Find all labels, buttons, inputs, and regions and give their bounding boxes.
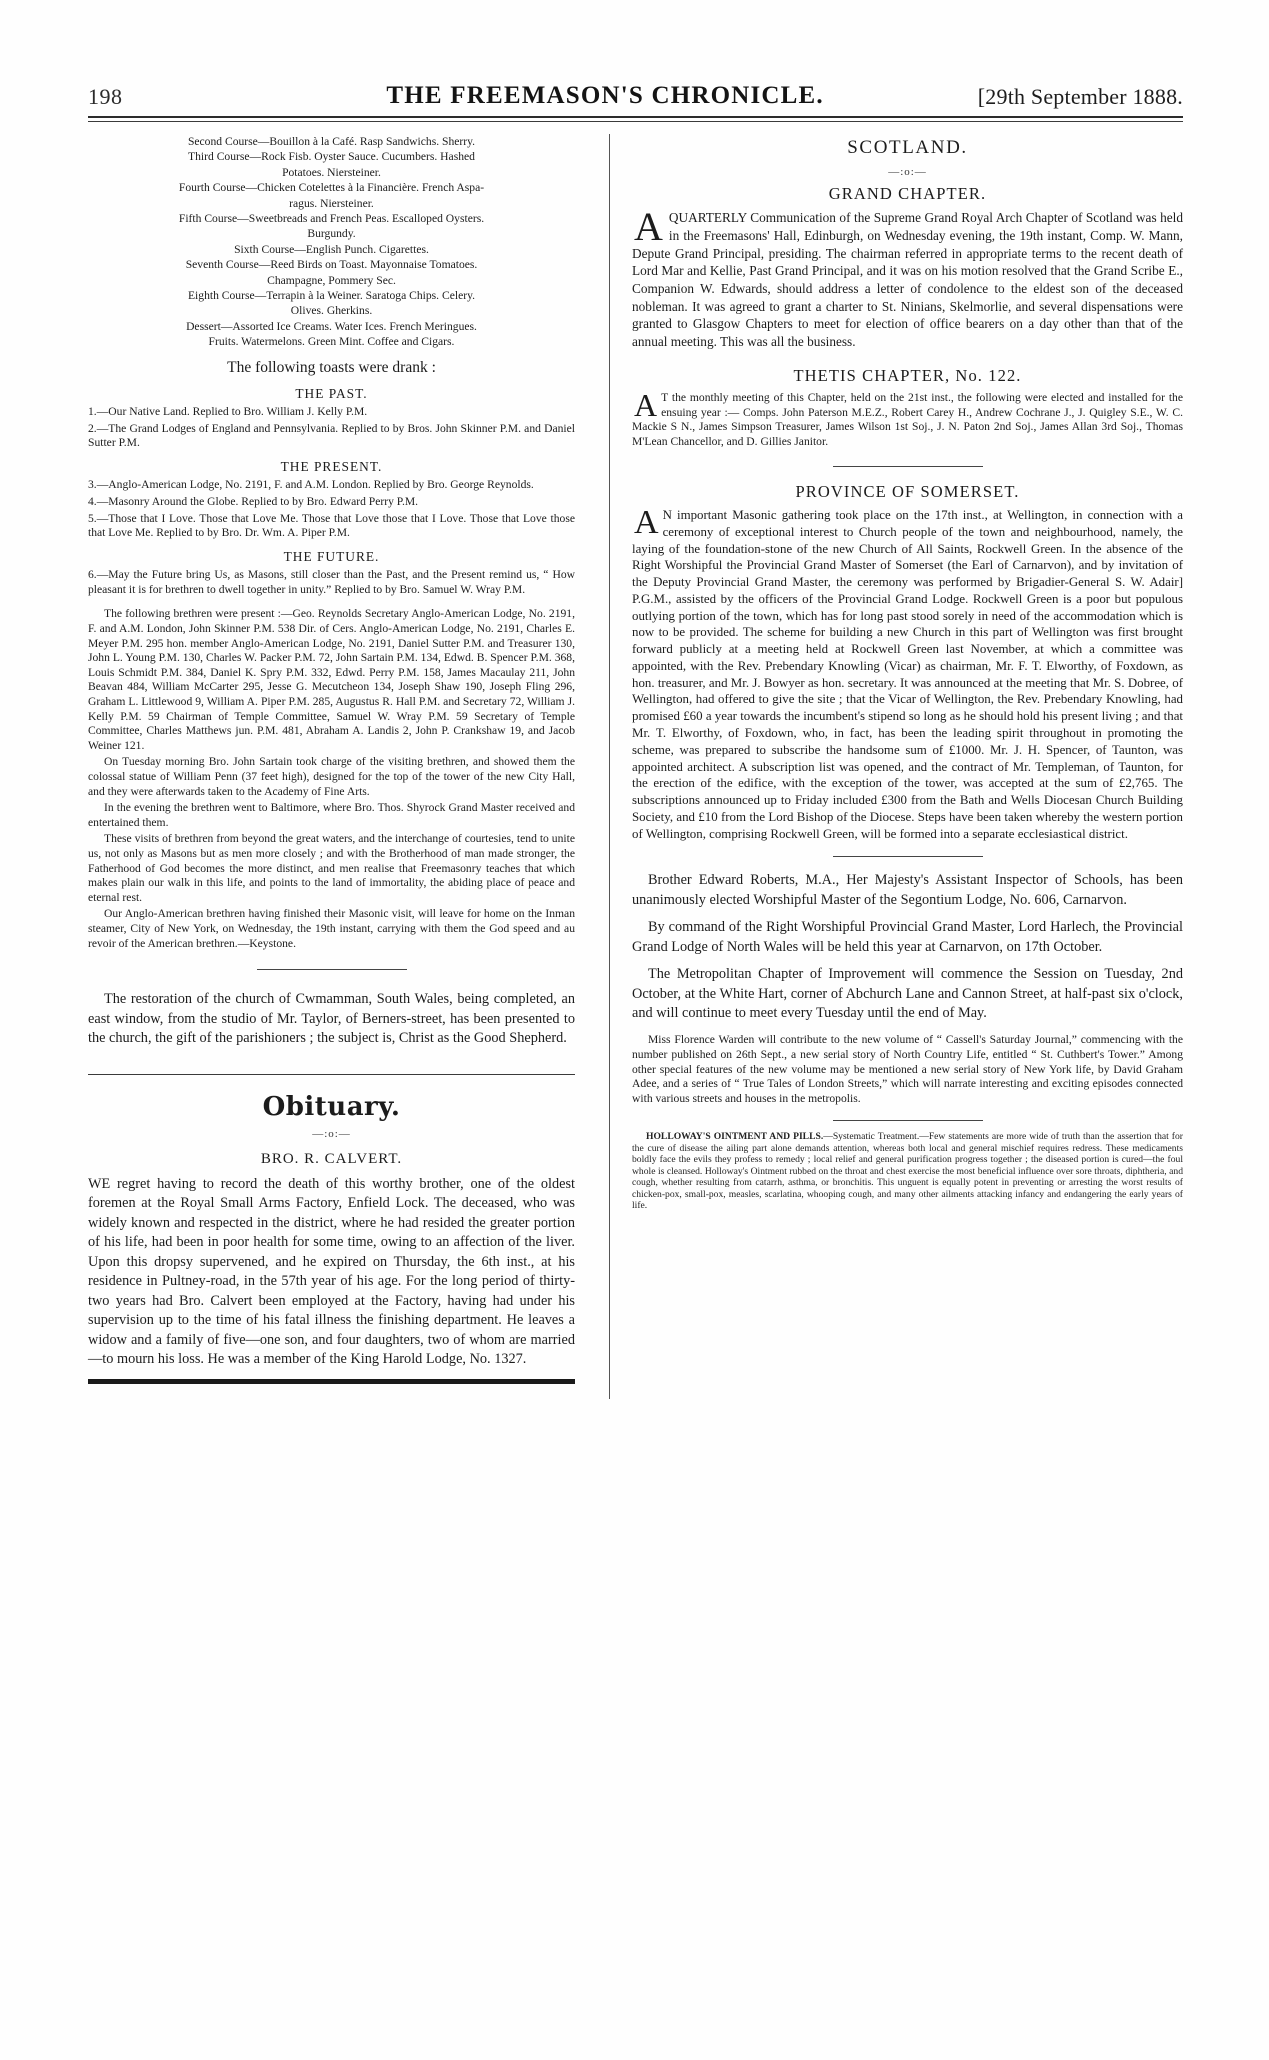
publication-title: THE FREEMASON'S CHRONICLE. [386,82,824,109]
advert-rule [833,1120,983,1121]
brethren-present-paragraph: The following brethren were present :—Geo. Reynolds Secretary Anglo-American Lodge, No. 2191, F. and A.M. London, John Skinner P.M. 538 Dir. of Cers. Anglo-American Lodge, No. 2191, Charles E. Meyer P.M. 295 hon. member Anglo-American Lodge, No. 2191, Daniel Sutter P.M. and Treasurer 130, John L. Young P.M. 130, Charles W. Packer P.M. 72, John Sartain P.M. 134, Edwd. B. Spencer P.M. 368, Louis Schmidt P.M. 384, Daniel K. Spry P.M. 332, Edwd. Perry P.M. 158, James Macaulay 211, John Beavan 484, William McCarter 295, Jesse G. Mecutcheon 134, Joseph Shaw 190, Joseph Fling 296, Graham L. Littlewood 9, William A. Piper P.M. 285, Augustus R. Hall P.M. and Secretary 72, William J. Kelly P.M. 59 Chairman of Temple Committee, Samuel W. Wray P.M. 59 Secretary of Temple Committee, Charles Matthews jun. P.M. 481, Abraham A. Landis 2, John P. Crankshaw 19, and Jacob Weiner 121. [88,607,575,752]
masthead [88,70,1183,110]
advert-product-name: HOLLOWAY'S OINTMENT AND PILLS. [646,1131,824,1143]
toast-heading-future: THE FUTURE. [283,548,380,564]
menu-line: Fifth Course—Sweetbreads and French Peas. Escalloped Oysters. [178,212,485,226]
lord-harlech-paragraph: By command of the Right Worshipful Provincial Grand Master, Lord Harlech, the Provincial Grand Lodge of North Wales will be held this year at Carnarvon, on 17th October. [632,919,1183,955]
keystone-paragraph: Our Anglo-American brethren having finished their Masonic visit, will leave for home on the Inman steamer, City of New York, on Wednesday, the 19th instant, carrying with them the God speed and au revoir of the American brethren.—Keystone. [88,907,575,950]
menu-line: Fourth Course—Chicken Cotelettes à la Financière. French Aspa- [178,181,485,195]
menu-line: Potatoes. Niersteiner. [282,165,381,179]
menu-line: Dessert—Assorted Ice Creams. Water Ices. French Meringues. [186,319,477,333]
edward-roberts-paragraph: Brother Edward Roberts, M.A., Her Majesty's Assistant Inspector of Schools, has been unanimously elected Worshipful Master of the Segontium Lodge, No. 606, Carnarvon. [632,872,1183,908]
right-column [632,134,1183,1212]
menu-line: Third Course—Rock Fisb. Oyster Sauce. Cucumbers. Hashed [188,150,475,164]
toast-heading-past: THE PAST. [295,385,368,401]
tuesday-morning-paragraph: On Tuesday morning Bro. John Sartain took charge of the visiting brethren, and showed them the colossal statue of William Penn (37 feet high), designed for the top of the tower of the new City Hall, and they were afterwards taken to the Academy of Fine Arts. [88,755,575,798]
masthead-rule-top [88,116,1183,118]
church-restoration-paragraph: The restoration of the church of Cwmamman, South Wales, being completed, an east window, from the studio of Mr. Taylor, of Berners-street, has been presented to the church, the gift of the parishioners ; the subject is, Christ as the Good Shepherd. [88,991,575,1046]
obituary-body: WE regret having to record the death of this worthy brother, one of the oldest foremen at the Royal Small Arms Factory, Enfield Lock. The deceased, who was widely known and respected in the district, where he had resided the greater portion of his life, had been in poor health for some time, owing to an affection of the liver. Upon this dropsy supervened, and he expired on Thursday, the 6th inst., at his residence in Pultney-road, in the 57th year of his age. For the long period of thirty-two years had Bro. Calvert been employed at the Factory, having had under his supervision up to the time of his fatal illness the finishing department. He leaves a widow and a family of five—one son, and four daughters, two of whom are married—to mourn his loss. He was a member of the King Harold Lodge, No. 1327. [88,1176,575,1367]
menu-line: ragus. Niersteiner. [289,196,374,210]
menu-line: Eighth Course—Terrapin à la Weiner. Saratoga Chips. Celery. [187,289,476,303]
banquet-menu [88,134,575,350]
drop-cap-letter: A [634,387,658,424]
toast-item: 4.—Masonry Around the Globe. Replied to by Bro. Edward Perry P.M. [88,495,419,509]
thetis-chapter-article [632,387,1183,449]
obituary-subject-name: BRO. R. CALVERT. [260,1150,403,1167]
toast-heading-present: THE PRESENT. [280,459,383,475]
section-rule [257,969,407,970]
toast-item: 2.—The Grand Lodges of England and Pennsylvania. Replied to by Bros. John Skinner P.M. and Daniel Sutter P.M. [88,421,575,450]
obituary-divider-rule [88,1074,575,1075]
article-heading-grand-chapter: GRAND CHAPTER. [828,183,987,203]
grand-chapter-article [632,204,1183,350]
article-heading-province-somerset: PROVINCE OF SOMERSET. [795,481,1020,501]
obituary-heading: Obituary. [262,1092,401,1123]
toast-item: 5.—Those that I Love. Those that Love Me. Those that Love those that I Love. Those that Love those that Love Me. Replied to by Bro. Dr. Wm. A. Piper P.M. [88,511,575,540]
somerset-body: N important Masonic gathering took place on the 17th inst., at Wellington, in connection with a ceremony of exceptional interest to Church people of the town and neighbourhood, namely, the laying of the foundation-stone of the new Church of All Saints, Rockwell Green. In the absence of the Right Worshipful the Provincial Grand Master of Somerset (the Earl of Carnarvon), and by invitation of the Deputy Provincial Grand Master, the ceremony was performed by Brigadier-General S. W. Adair] P.G.M., assisted by the officers of the Provincial Grand Lodge. Rockwell Green is a poor but populous outlying portion of the town, which has for long past stood sorely in need of the accommodation which is now to be provided. The scheme for building a new Church in this part of Wellington was first brought forward publicly at a meeting held at Rockwell Green last November, at which a committee was appointed, with the Rev. Prebendary Knowling (Vicar) as chairman, Mr. F. T. Elworthy, of Foxdown, as hon. treasurer, and Mr. J. Bowyer as hon. secretary. It was announced at the meeting that Mr. S. Dobree, of Wellington, had offered to give the site ; that the Vicar of Wellington, the Rev. Prebendary Knowling, had promised £60 a year towards the incumbent's stipend so long as he should hold his present living ; and that Mr. T. Elworthy, of Foxdown, who, in fact, has been the leading spirit throughout in promoting the scheme, was prepared to subscribe the handsome sum of £1000. Mr. J. H. Spencer, of Taunton, was appointed architect. A subscription list was opened, and the contract of Mr. Templeman, of Taunton, for the erection of the edifice, with the exception of the tower, was accepted at the sum of £2,765. The subscriptions announced up to Friday included £300 from the Bath and Wells Diocesan Church Building Society, and £10 from the Lord Bishop of the Diocese. Steps have been taken whereby the western portion of Wellington, comprising Rockwell Green, will be formed into a separate ecclesiastical district. [632,508,1183,841]
issue-date: [29th September 1888. [977,84,1183,109]
somerset-article [632,504,1183,842]
menu-line: Burgundy. [307,227,356,241]
menu-line: Champagne, Pommery Sec. [267,273,396,287]
menu-line: Fruits. Watermelons. Green Mint. Coffee and Cigars. [208,335,455,349]
section-rule [833,466,983,467]
obituary-ornament-rule: —:o:— [312,1128,351,1141]
scotland-ornament-rule: —:o:— [888,165,927,178]
drop-cap-letter: A [634,204,663,250]
florence-warden-paragraph: Miss Florence Warden will contribute to the new volume of “ Cassell's Saturday Journal,” commencing with the number published on 26th Sept., a new serial story of North Country Life, entitled “ St. Cuthbert's Tower.” Among other special features of the new volume may be mentioned a new serial story of New York life, by David Graham Adee, and a series of “ True Tales of London Streets,” which will narrate interesting and exciting episodes connected with various streets and houses in the metropolis. [632,1033,1183,1105]
toasts-intro: The following toasts were drank : [227,358,436,376]
toast-item: 3.—Anglo-American Lodge, No. 2191, F. and A.M. London. Replied by Bro. George Reynolds. [88,478,534,492]
menu-line: Seventh Course—Reed Birds on Toast. Mayonnaise Tomatoes. [185,258,478,272]
page-folio-number: 198 [88,84,123,109]
evening-baltimore-paragraph: In the evening the brethren went to Baltimore, where Bro. Thos. Shyrock Grand Master received and entertained them. [88,801,575,829]
drop-cap-letter: A [634,504,659,542]
menu-line: Sixth Course—English Punch. Cigarettes. [234,242,429,256]
grand-chapter-body: QUARTERLY Communication of the Supreme Grand Royal Arch Chapter of Scotland was held in the Freemasons' Hall, Edinburgh, on Wednesday evening, the 19th instant, Comp. W. Mann, Depute Grand Principal, presiding. The chairman referred in appropriate terms to the recent death of Lord Mar and Kellie, Past Grand Principal, and it was on his motion resolved that the Grand Scribe E., Companion W. Edwards, should address a letter of condolence to the eldest son of the deceased nobleman. It was agreed to grant a charter to St. Ninians, Skelmorlie, and several dispensations were granted to Glasgow Chapters to meet for election of office bearers on a day other than that of the annual meeting. This was all the business. [632,210,1183,350]
menu-line: Olives. Gherkins. [290,304,373,318]
column-divider [609,134,610,1399]
advert-body: —Systematic Treatment.—Few statements are more wide of truth than the assertion that for the cure of disease the ailing part alone demands attention, whereas both local and general mischief requires redress. These medicaments boldly face the evils they profess to remedy ; local relief and general purification progress together ; the diseased portion is cured—the foul whole is cleansed. Holloway's Ointment rubbed on the throat and chest exercise the most beneficial influence over sore throats, diphtheria, and cough, whether resulting from catarrh, asthma, or bronchitis. This unguent is equally potent in preventing or arresting the worst results of chicken-pox, small-pox, measles, scarlatina, whooping cough, and many other ailments attacking infancy and endangering the early years of life. [632,1131,1183,1212]
toast-item: 1.—Our Native Land. Replied to Bro. William J. Kelly P.M. [88,405,368,419]
section-rule [833,856,983,857]
article-heading-thetis-chapter: THETIS CHAPTER, No. 122. [793,365,1022,385]
menu-line: Second Course—Bouillon à la Café. Rasp Sandwichs. Sherry. [187,135,476,148]
masthead-rule-bottom [88,121,1183,122]
visits-reflection-paragraph: These visits of brethren from beyond the great waters, and the interchange of courtesies, tend to unite us, not only as Masons but as men more closely ; and with the Brotherhood of man made stronger, the Fatherhood of God becomes the more distinct, and men realise that Freemasonry teaches that which makes plain our walk in this life, and points to the land of immortality, the abiding place of peace and eternal rest. [88,832,575,904]
left-column [88,134,575,1384]
holloway-advertisement [632,1131,1183,1212]
bottom-thick-rule [88,1379,575,1384]
thetis-chapter-body: T the monthly meeting of this Chapter, held on the 21st inst., the following were elected and installed for the ensuing year :— Comps. John Paterson M.E.Z., Robert Carey H., Andrew Cochrane J., J. Quigley S.E., W. C. Mackie S N., James Simpson Treasurer, James Wilson 1st Soj., J. N. Paton 2nd Soj., James Allan 3rd Soj., Thomas M'Lean Chancellor, and D. Gillies Janitor. [632,391,1183,449]
section-heading-scotland: SCOTLAND. [847,137,968,158]
toast-item: 6.—May the Future bring Us, as Masons, still closer than the Past, and the Present remind us, “ How pleasant it is for brethren to dwell together in unity.” Replied to by Bro. Samuel W. Wray P.M. [88,568,575,596]
chapter-improvement-paragraph: The Metropolitan Chapter of Improvement will commence the Session on Tuesday, 2nd October, at the White Hart, corner of Abchurch Lane and Cannon Street, at half-past six o'clock, and will continue to meet every Tuesday until the end of May. [632,966,1183,1021]
